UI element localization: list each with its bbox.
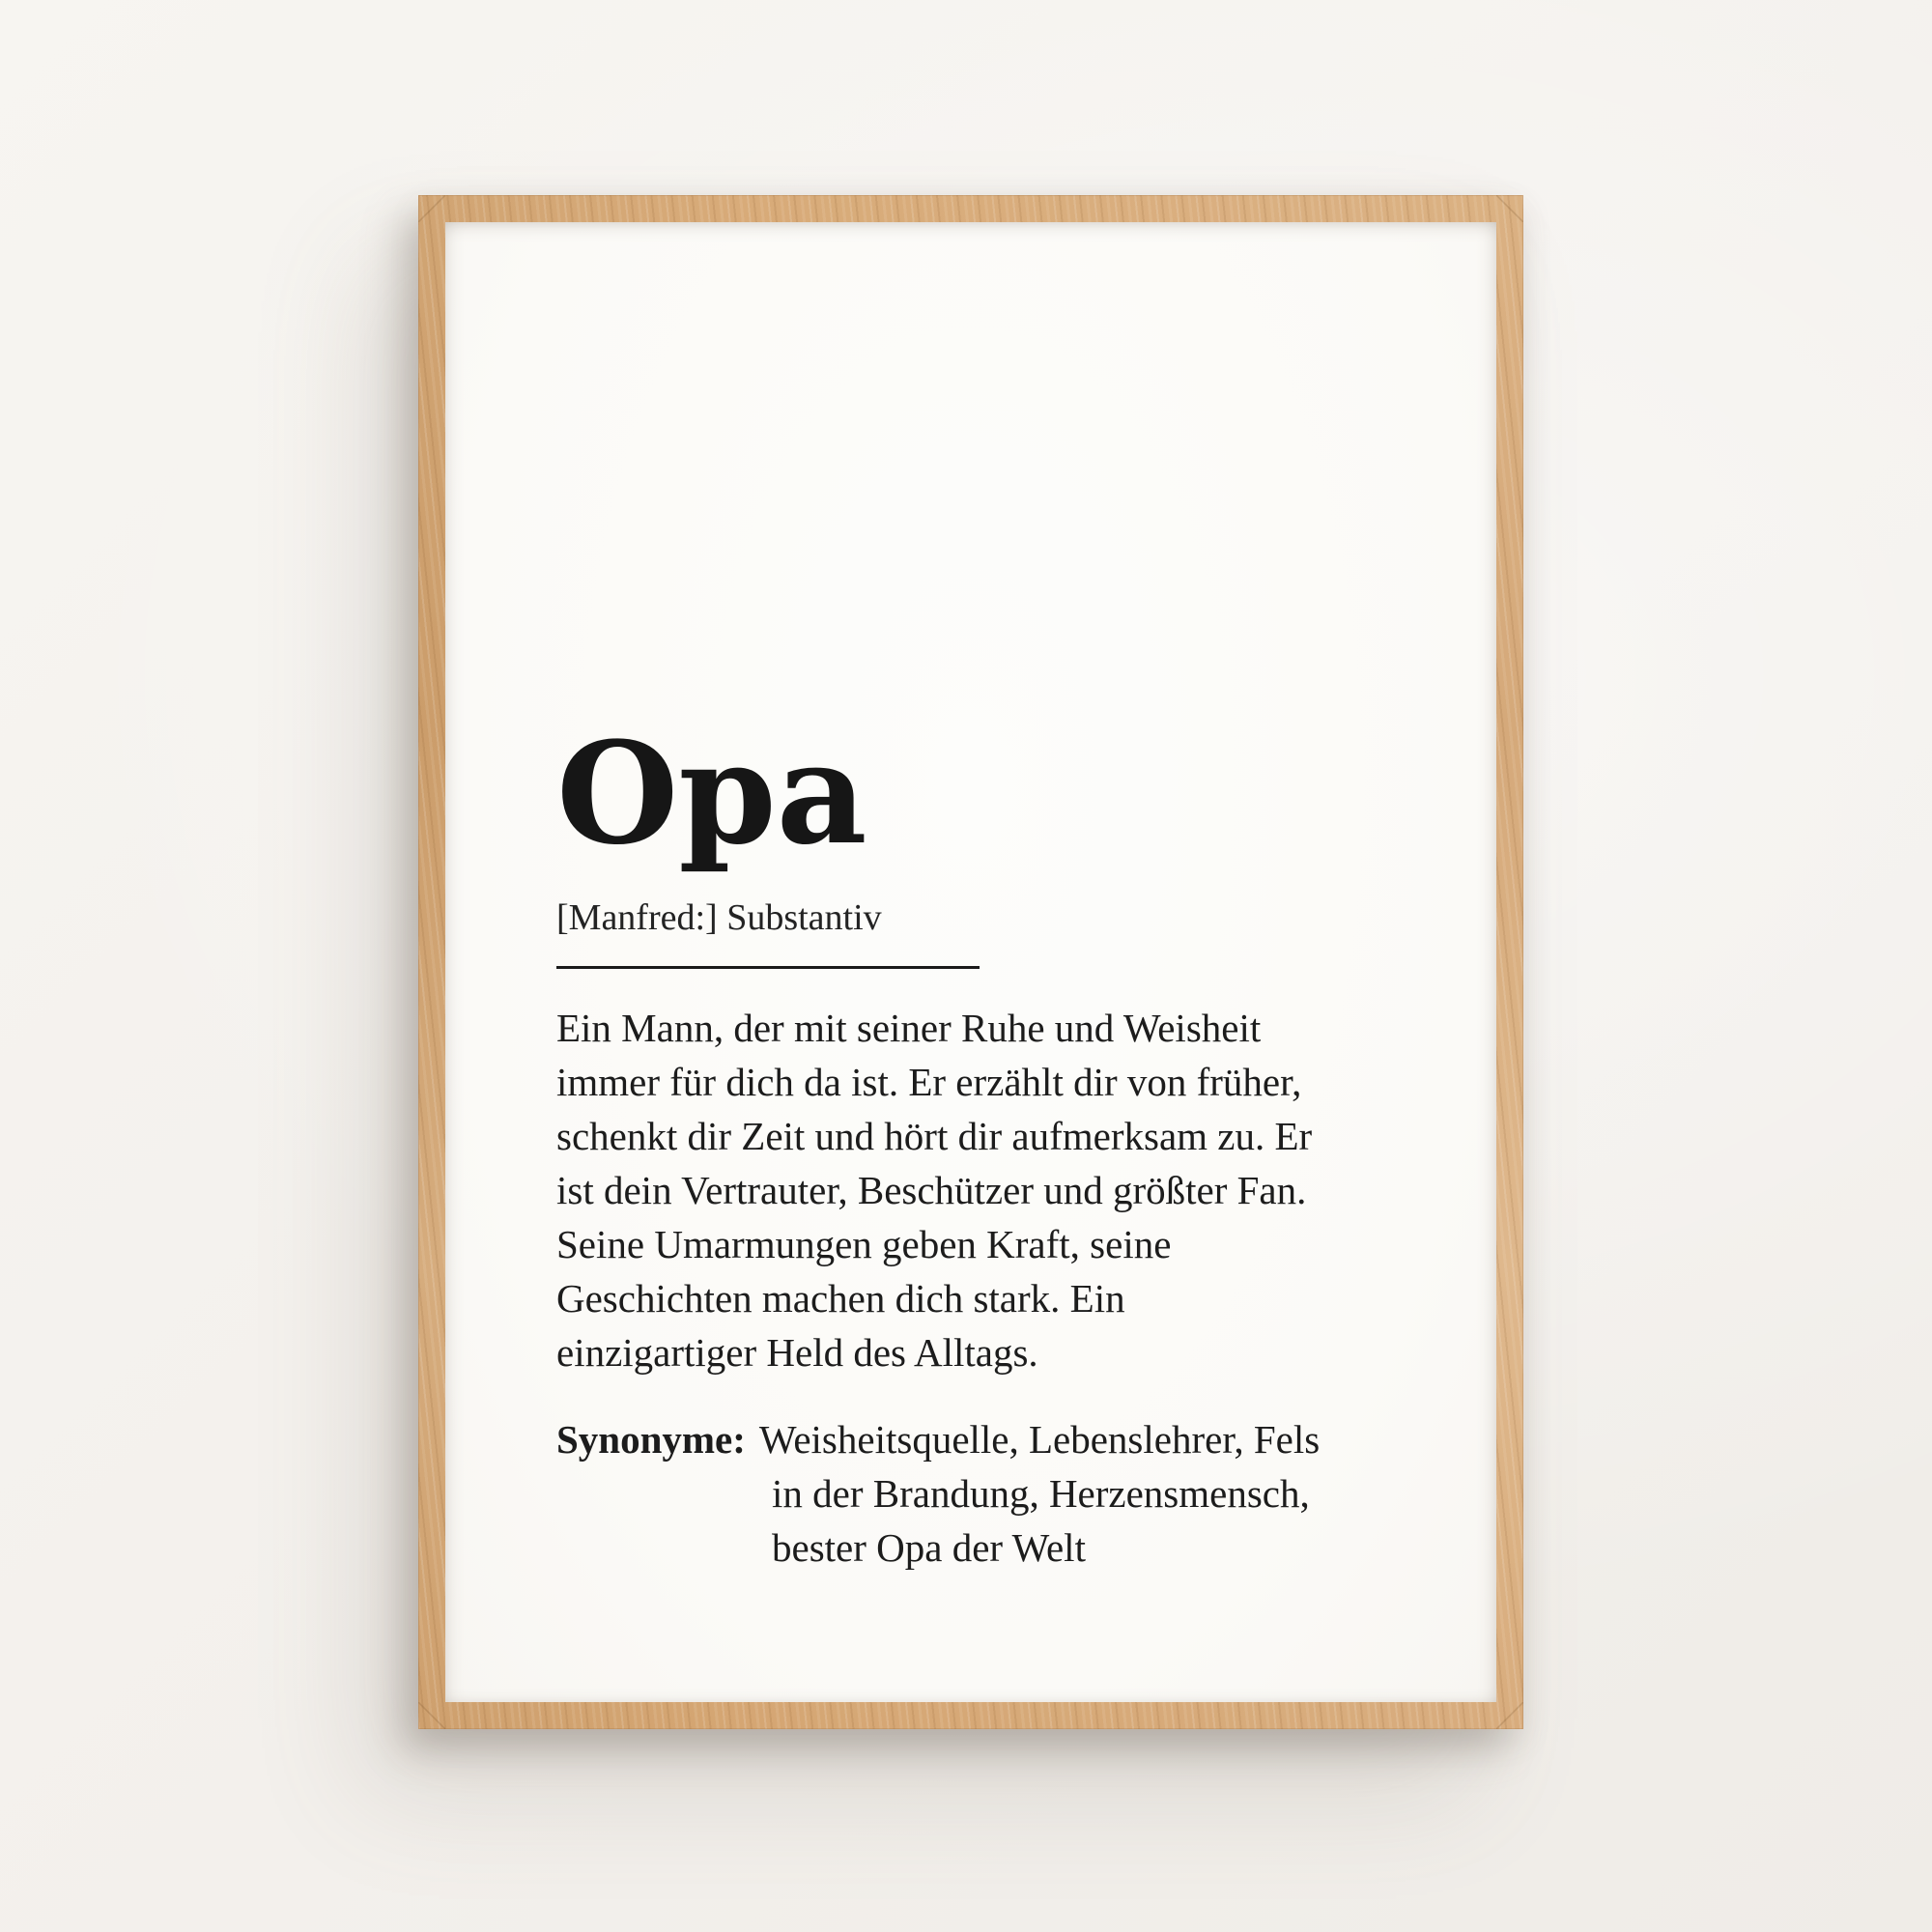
- synonyms-line: bester Opa der Welt: [772, 1525, 1086, 1570]
- synonyms-line: in der Brandung, Herzensmensch,: [772, 1471, 1310, 1516]
- definition-line: Seine Umarmungen geben Kraft, seine: [556, 1222, 1172, 1266]
- poster-title: Opa: [556, 712, 867, 876]
- title-divider: [556, 966, 980, 969]
- synonyms-line: [556, 1412, 1320, 1466]
- poster-paper: [445, 222, 1496, 1702]
- synonyms-label: Synonyme:: [556, 1417, 746, 1462]
- poster-frame: [418, 195, 1523, 1729]
- definition-line: einzigartiger Held des Alltags.: [556, 1330, 1038, 1375]
- poster-subtitle: [Manfred:] Substantiv: [556, 897, 882, 938]
- definition-line: Ein Mann, der mit seiner Ruhe und Weisheit: [556, 1006, 1262, 1050]
- synonyms-block: [556, 1412, 1320, 1575]
- definition-line: Geschichten machen dich stark. Ein: [556, 1276, 1125, 1321]
- definition-line: immer für dich da ist. Er erzählt dir von früher,: [556, 1060, 1302, 1104]
- definition-paragraph: [556, 1001, 1312, 1379]
- definition-line: ist dein Vertrauter, Beschützer und größter Fan.: [556, 1168, 1307, 1212]
- synonyms-text: Weisheitsquelle, Lebenslehrer, Fels: [758, 1417, 1321, 1462]
- definition-line: schenkt dir Zeit und hört dir aufmerksam zu. Er: [556, 1114, 1313, 1158]
